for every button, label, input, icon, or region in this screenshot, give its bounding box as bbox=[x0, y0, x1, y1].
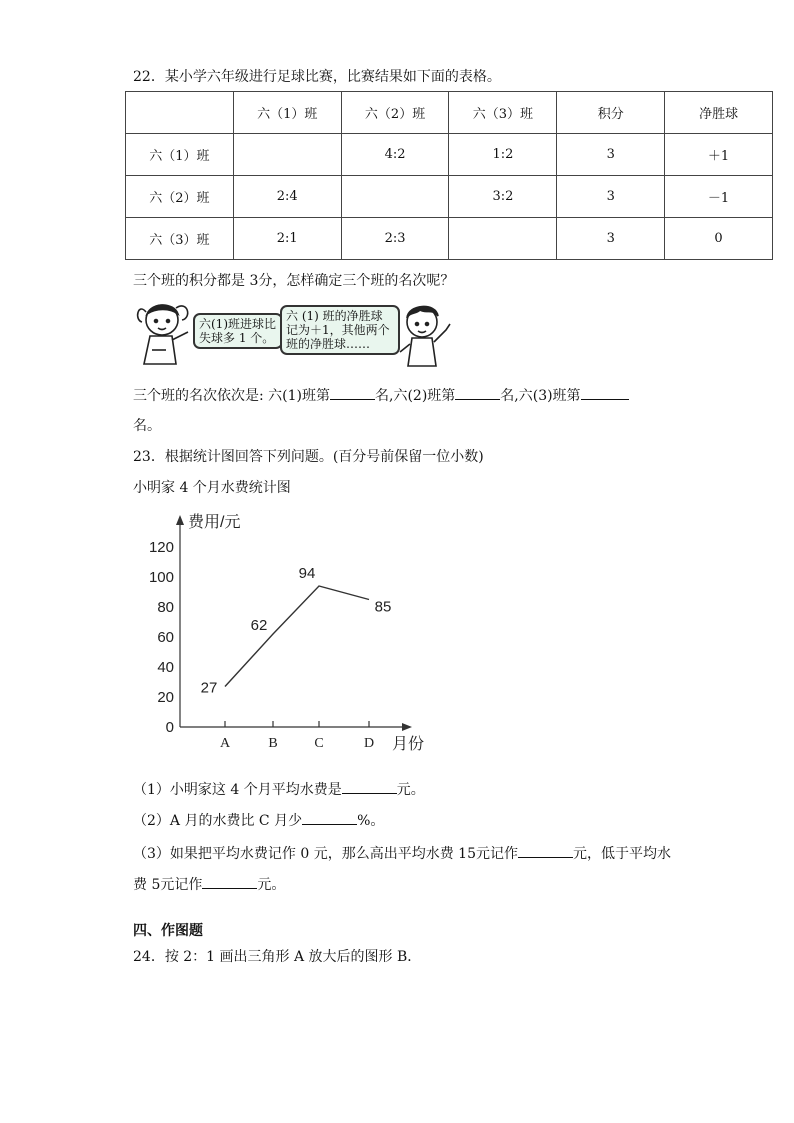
sub3-line2-prefix: 费 5元记作 bbox=[133, 877, 203, 893]
y-tick-label: 40 bbox=[157, 659, 174, 676]
sub2-blank[interactable] bbox=[302, 810, 357, 825]
y-axis-arrow-icon bbox=[176, 515, 184, 525]
q22-answer-line bbox=[133, 385, 629, 405]
q23-sub3 bbox=[133, 843, 671, 863]
sub3-prefix: （3）如果把平均水费记作 0 元，那么高出平均水费 15元记作 bbox=[133, 846, 518, 862]
y-tick-label: 120 bbox=[148, 539, 174, 556]
table-cell bbox=[233, 134, 341, 176]
answer-blank-2[interactable] bbox=[455, 385, 500, 400]
data-label: 94 bbox=[298, 565, 316, 582]
table-header-cell bbox=[126, 92, 234, 134]
sub1-suffix: 元。 bbox=[396, 782, 425, 798]
table-row bbox=[126, 176, 773, 218]
q22-question: 三个班的积分都是 3分，怎样确定三个班的名次呢？ bbox=[133, 273, 455, 289]
table-cell: 1:2 bbox=[449, 134, 557, 176]
sub1-prefix: （1）小明家这 4 个月平均水费是 bbox=[133, 782, 342, 798]
answer-mid-2: 名,六(3)班第 bbox=[500, 388, 581, 404]
table-cell: 六（3）班 bbox=[126, 218, 234, 260]
table-cell: 2:1 bbox=[233, 218, 341, 260]
table-row bbox=[126, 134, 773, 176]
table-cell bbox=[449, 218, 557, 260]
boy-speech-bubble: 六 (1) 班的净胜球记为＋1，其他两个班的净胜球…… bbox=[280, 305, 400, 355]
q24-text: 24．按 2：1 画出三角形 A 放大后的图形 B． bbox=[133, 949, 422, 965]
table-cell: 六（1）班 bbox=[126, 134, 234, 176]
table-cell: 2:3 bbox=[341, 218, 449, 260]
q23-sub3-line2 bbox=[133, 874, 285, 894]
sub3-blank-1[interactable] bbox=[518, 843, 573, 858]
girl-speech-bubble: 六(1)班进球比失球多 1 个。 bbox=[193, 313, 283, 349]
data-label: 27 bbox=[200, 679, 218, 697]
data-label: 62 bbox=[250, 617, 268, 634]
table-cell: 2:4 bbox=[233, 176, 341, 218]
sub3-mid: 元，低于平均水 bbox=[572, 846, 671, 862]
sub2-prefix: （2）A 月的水费比 C 月少 bbox=[133, 813, 303, 829]
section-heading: 四、作图题 bbox=[133, 923, 203, 939]
x-tick-label: A bbox=[219, 736, 231, 751]
y-tick-label: 100 bbox=[148, 569, 174, 586]
table-header-cell: 净胜球 bbox=[665, 92, 773, 134]
y-axis-label: 费用/元 bbox=[188, 514, 241, 531]
x-axis-arrow-icon bbox=[402, 723, 412, 731]
table-header-cell: 六（2）班 bbox=[341, 92, 449, 134]
boy-cartoon-icon bbox=[396, 300, 458, 370]
water-fee-line-chart bbox=[130, 505, 450, 760]
x-axis-label: 月份 bbox=[392, 736, 425, 753]
x-tick-label: B bbox=[268, 736, 278, 751]
table-header-cell: 六（1）班 bbox=[233, 92, 341, 134]
data-series-line bbox=[225, 586, 369, 687]
table-cell: 0 bbox=[665, 218, 773, 260]
table-cell: 3 bbox=[557, 218, 665, 260]
q22-title: 22．某小学六年级进行足球比赛，比赛结果如下面的表格。 bbox=[133, 69, 501, 85]
table-cell: －1 bbox=[665, 176, 773, 218]
y-tick-label: 0 bbox=[165, 719, 174, 736]
table-cell: ＋1 bbox=[665, 134, 773, 176]
answer-prefix: 三个班的名次依次是: 六(1)班第 bbox=[133, 388, 330, 404]
data-label: 85 bbox=[374, 598, 392, 616]
score-table bbox=[125, 91, 773, 260]
table-cell: 六（2）班 bbox=[126, 176, 234, 218]
answer-mid-1: 名,六(2)班第 bbox=[375, 388, 456, 404]
y-tick-label: 60 bbox=[157, 629, 174, 646]
q22-answer-end: 名。 bbox=[133, 418, 161, 434]
x-tick-label: C bbox=[314, 736, 324, 751]
table-header-cell: 六（3）班 bbox=[449, 92, 557, 134]
table-cell: 3 bbox=[557, 134, 665, 176]
table-header-row bbox=[126, 92, 773, 134]
table-cell bbox=[341, 176, 449, 218]
sub2-suffix: %。 bbox=[357, 813, 385, 829]
table-cell: 3 bbox=[557, 176, 665, 218]
table-row bbox=[126, 218, 773, 260]
y-tick-label: 80 bbox=[157, 599, 174, 616]
table-cell: 3:2 bbox=[449, 176, 557, 218]
girl-cartoon-icon bbox=[132, 298, 194, 370]
answer-blank-3[interactable] bbox=[581, 385, 629, 400]
sub3-suffix: 元。 bbox=[257, 877, 286, 893]
table-cell: 4:2 bbox=[341, 134, 449, 176]
table-header-cell: 积分 bbox=[557, 92, 665, 134]
answer-blank-1[interactable] bbox=[330, 385, 375, 400]
q23-sub2 bbox=[133, 810, 384, 830]
q23-title: 23．根据统计图回答下列问题。(百分号前保留一位小数) bbox=[133, 449, 484, 465]
chart-title: 小明家 4 个月水费统计图 bbox=[133, 480, 291, 496]
x-tick-label: D bbox=[363, 736, 375, 751]
y-tick-label: 20 bbox=[157, 689, 174, 706]
sub1-blank[interactable] bbox=[342, 779, 397, 794]
q23-sub1 bbox=[133, 779, 425, 799]
sub3-blank-2[interactable] bbox=[202, 874, 257, 889]
